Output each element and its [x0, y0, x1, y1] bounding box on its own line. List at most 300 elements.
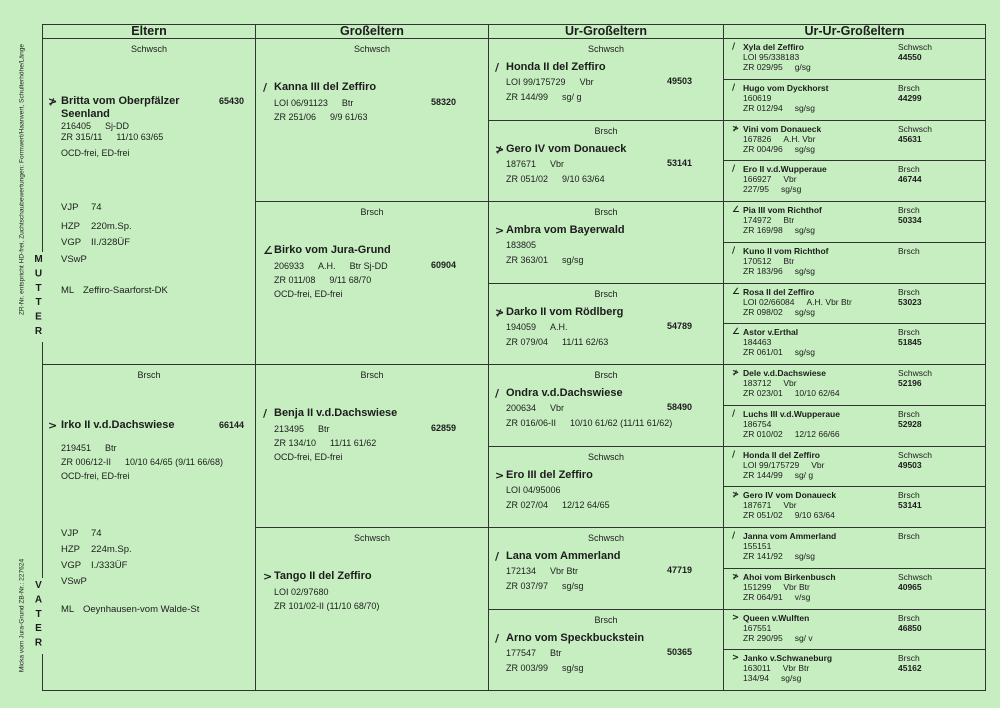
detail-text: OCD-frei, ED-frei: [274, 452, 343, 462]
title-sign: ≯: [732, 571, 740, 582]
ancestor-card: [255, 527, 489, 691]
title-sign: /: [732, 408, 736, 419]
test-label: VGP: [61, 237, 82, 248]
detail-line: [506, 158, 564, 170]
detail-line: [61, 470, 130, 482]
detail-text: LOI 99/175729: [506, 77, 566, 87]
detail-line: [743, 429, 840, 439]
ancestor-card: [723, 242, 986, 284]
title-sign: /: [263, 407, 268, 420]
detail-line: [743, 256, 794, 266]
coat-color: Brsch: [898, 82, 920, 93]
stud-number: 46744: [898, 174, 922, 185]
test-label: HZP: [61, 221, 80, 232]
detail-line: [743, 347, 815, 357]
detail-text: 10/10 64/65 (9/11 66/68): [125, 457, 223, 467]
detail-line: [743, 144, 815, 154]
stud-number: 50334: [898, 215, 922, 225]
test-result: 224m.Sp.: [91, 544, 132, 555]
ancestor-card: [488, 201, 724, 284]
detail-line: [506, 580, 584, 592]
detail-text: OCD-frei, ED-frei: [61, 148, 130, 158]
detail-line: [743, 62, 811, 72]
detail-text: ZR 016/06-II: [506, 418, 557, 428]
detail-line: [743, 174, 797, 184]
stud-number: 65430: [219, 96, 245, 106]
detail-line: [506, 239, 536, 251]
coat-color: Brsch: [898, 245, 920, 256]
dog-name: Dele v.d.Dachswiese: [743, 368, 826, 378]
detail-line: [743, 52, 799, 62]
stud-number: 45162: [898, 663, 922, 674]
coat-color: Brsch: [594, 207, 618, 217]
detail-text: sg/sg: [781, 673, 802, 684]
detail-text: 186754: [743, 418, 772, 429]
detail-text: 163011: [743, 663, 771, 674]
ancestor-card: [488, 283, 724, 366]
dog-name: Pia III vom Richthof: [743, 205, 822, 215]
detail-text: sg/sg: [794, 306, 816, 317]
ancestor-card: [255, 364, 489, 528]
detail-text: sg/sg: [794, 551, 816, 561]
coat-color: Brsch: [360, 207, 384, 217]
title-sign: /: [495, 387, 500, 400]
ancestor-card: [723, 486, 986, 528]
detail-text: ZR 098/02: [743, 306, 783, 317]
ancestor-card: [723, 283, 986, 325]
detail-line: [743, 225, 815, 235]
coat-color: Schwsch: [898, 368, 933, 378]
coat-color: Brsch: [898, 286, 920, 297]
coat-color: Schwsch: [130, 44, 167, 54]
detail-text: ZR 010/02: [743, 428, 783, 439]
detail-text: Btr: [318, 424, 330, 434]
detail-line: [274, 260, 388, 272]
detail-text: 213495: [274, 424, 305, 434]
title-sign: /: [732, 245, 736, 256]
detail-text: OCD-frei, ED-frei: [274, 289, 343, 299]
great-grandparents-header: Ur-Großeltern: [488, 24, 724, 39]
detail-text: ZR 004/96: [743, 143, 783, 154]
detail-line: [274, 437, 376, 449]
title-sign: ∠: [263, 244, 273, 257]
title-sign: ≯: [732, 123, 740, 134]
coat-color: Schwsch: [898, 571, 933, 582]
test-label: VJP: [61, 202, 79, 213]
detail-line: [506, 91, 582, 103]
ancestor-card: [723, 609, 986, 651]
title-sign: >: [732, 612, 740, 623]
coat-color: Brsch: [898, 531, 920, 541]
dog-name: Benja II v.d.Dachswiese: [274, 407, 398, 419]
stud-number: 66144: [219, 420, 245, 430]
dog-name: Hugo vom Dyckhorst: [743, 82, 829, 93]
stud-number: 53023: [898, 296, 922, 307]
detail-text: ZR 023/01: [743, 388, 783, 398]
detail-text: Vbr: [783, 378, 797, 388]
detail-line: [274, 423, 330, 435]
title-sign: /: [495, 550, 500, 563]
title-sign: >: [495, 224, 505, 237]
ml-value: Oeynhausen-vom Walde-St: [83, 604, 200, 615]
coat-color: Brsch: [898, 490, 920, 501]
detail-text: ZR 144/99: [506, 92, 549, 102]
detail-text: ZR 169/98: [743, 225, 783, 235]
dog-name: Ondra v.d.Dachswiese: [506, 387, 623, 399]
title-sign: ≯: [732, 490, 740, 501]
detail-text: Vbr: [550, 158, 565, 169]
dog-name: Rosa II del Zeffiro: [743, 286, 815, 297]
detail-text: 134/94: [743, 673, 769, 684]
detail-line: [506, 402, 564, 414]
ancestor-card: [488, 364, 724, 447]
detail-line: [743, 184, 801, 194]
coat-color: Schwsch: [587, 451, 624, 462]
title-sign: ≯: [48, 95, 58, 108]
detail-text: ZR 027/04: [506, 499, 549, 510]
detail-text: 174972: [743, 215, 772, 225]
stud-number: 54789: [667, 320, 693, 331]
detail-text: ZR 363/01: [506, 255, 549, 265]
ml-label: ML: [61, 604, 75, 615]
detail-text: ZR 029/95: [743, 62, 783, 72]
detail-text: Btr: [783, 215, 795, 225]
test-label: HZP: [61, 544, 80, 555]
stud-number: 53141: [667, 157, 693, 168]
detail-line: [61, 442, 117, 454]
dog-name: Ambra vom Bayerwald: [506, 224, 625, 236]
title-sign: ≯: [495, 142, 505, 156]
detail-text: 10/10 62/64: [794, 388, 840, 398]
coat-color: Schwsch: [353, 533, 390, 543]
detail-text: 9/10 63/64: [794, 510, 835, 521]
coat-color: Schwsch: [898, 42, 933, 52]
detail-line: [743, 623, 771, 633]
detail-line: [743, 307, 815, 317]
dog-name: Honda II del Zeffiro: [743, 449, 820, 460]
title-sign: ≯: [732, 368, 740, 378]
detail-line: [506, 647, 562, 659]
title-sign: /: [732, 82, 736, 93]
father-card: [42, 364, 256, 691]
detail-text: sg/ v: [794, 632, 813, 643]
detail-text: sg/ g: [562, 92, 582, 102]
title-sign: >: [495, 468, 505, 482]
detail-line: [743, 378, 797, 388]
detail-line: [274, 600, 379, 612]
dog-name: Darko II vom Rödlberg: [506, 305, 624, 318]
title-sign: /: [495, 61, 500, 74]
test-result: 220m.Sp.: [91, 221, 132, 232]
ancestor-card: [488, 446, 724, 529]
detail-line: [506, 76, 594, 88]
stud-number: 58320: [431, 97, 457, 107]
detail-text: LOI 02/97680: [274, 587, 329, 597]
detail-text: Btr: [783, 255, 795, 266]
detail-text: sg/sg: [794, 347, 816, 358]
stud-number: 40965: [898, 581, 922, 592]
dog-name: Gero IV vom Donaueck: [506, 142, 627, 155]
detail-text: ZR 251/06: [274, 112, 317, 122]
detail-text: ZR 003/99: [506, 662, 549, 673]
detail-line: [274, 97, 353, 109]
detail-text: 9/10 63/64: [562, 173, 605, 184]
title-sign: /: [732, 164, 736, 175]
detail-line: [743, 134, 816, 144]
detail-text: sg/sg: [562, 581, 584, 591]
stud-number: 46850: [898, 622, 922, 633]
detail-line: [743, 297, 852, 307]
detail-line: [274, 586, 329, 598]
stud-number: 44550: [898, 52, 922, 62]
detail-text: ZR 006/12-II: [61, 457, 112, 467]
detail-text: Vbr Btr: [550, 566, 579, 576]
detail-text: Vbr: [783, 500, 797, 511]
dog-name: Honda II del Zeffiro: [506, 61, 606, 73]
dog-name: Kuno II vom Richthof: [743, 245, 829, 256]
detail-text: ZR 141/92: [743, 551, 783, 561]
ancestor-card: [723, 79, 986, 121]
title-sign: /: [732, 449, 736, 460]
detail-line: [743, 337, 771, 347]
detail-line: [743, 419, 771, 429]
detail-line: [274, 111, 368, 123]
detail-text: 170512: [743, 255, 772, 266]
detail-text: 184463: [743, 337, 772, 348]
detail-text: 9/11 68/70: [329, 275, 372, 285]
ancestor-card: [488, 527, 724, 610]
detail-text: sg/sg: [794, 102, 816, 113]
dog-name: Ero II v.d.Wupperaue: [743, 164, 827, 175]
dog-name: Ahoi vom Birkenbusch: [743, 571, 836, 582]
detail-text: Btr Sj-DD: [349, 261, 388, 271]
stud-number: 53141: [898, 500, 922, 511]
detail-text: 187671: [743, 500, 772, 511]
detail-text: LOI 02/66084: [743, 296, 795, 307]
ancestor-card: [255, 38, 489, 202]
ml-label: ML: [61, 285, 75, 296]
detail-text: Vbr: [579, 77, 594, 87]
detail-text: g/sg: [794, 62, 811, 72]
detail-text: Vbr: [550, 403, 565, 413]
detail-line: [506, 499, 610, 511]
detail-text: sg/ g: [794, 469, 814, 480]
stud-number: 52928: [898, 418, 922, 429]
test-result: 74: [91, 202, 102, 213]
detail-line: [743, 93, 771, 103]
stud-number: 49503: [898, 459, 922, 470]
detail-line: [274, 274, 371, 286]
ancestor-card: [723, 38, 986, 80]
dog-name: Astor v.Erthal: [743, 327, 799, 338]
coat-color: Brsch: [898, 205, 920, 215]
mother-card: [42, 38, 256, 365]
detail-text: sg/sg: [794, 225, 816, 235]
coat-color: Brsch: [898, 327, 920, 338]
detail-text: sg/sg: [562, 255, 584, 265]
title-sign: /: [732, 42, 736, 52]
stud-number: 51845: [898, 337, 922, 348]
ancestor-card: [488, 38, 724, 121]
detail-text: 151299: [743, 581, 772, 592]
side-note: ZR-Nr. entspricht HD-frei, Zuchtschaubewertungen: Formwert/Haarwert, Schulterhöhe/Länge: [18, 43, 26, 316]
coat-color: Brsch: [898, 408, 920, 419]
detail-text: ZR 315/11: [61, 132, 103, 142]
father-label: VATER: [33, 580, 44, 652]
stud-number: 52196: [898, 378, 922, 388]
detail-line: [506, 336, 608, 348]
detail-text: 177547: [506, 647, 537, 658]
detail-line: [743, 103, 815, 113]
detail-line: [506, 484, 561, 496]
detail-text: sg/sg: [781, 184, 802, 195]
stud-number: 44299: [898, 92, 922, 103]
great-great-grandparents-header: Ur-Ur-Großeltern: [723, 24, 986, 39]
detail-text: A.H. Vbr: [783, 133, 816, 144]
test-result: I./333ÜF: [91, 560, 128, 571]
detail-text: 167826: [743, 133, 772, 144]
dog-name: Gero IV vom Donaueck: [743, 490, 837, 501]
detail-text: 11/11 61/62: [330, 438, 377, 448]
stud-number: 58490: [667, 402, 693, 412]
detail-line: [743, 215, 794, 225]
ancestor-card: [723, 201, 986, 243]
detail-line: [506, 662, 584, 674]
detail-line: [743, 633, 813, 643]
detail-text: sg/sg: [794, 143, 816, 154]
detail-line: [743, 266, 815, 276]
title-sign: ≯: [495, 305, 505, 319]
detail-text: 167551: [743, 622, 772, 633]
title-sign: ∠: [732, 205, 740, 215]
stud-number: 49503: [667, 76, 693, 86]
detail-text: LOI 95/338183: [743, 52, 800, 62]
detail-text: ZR 061/01: [743, 347, 783, 358]
coat-color: Schwsch: [898, 123, 933, 134]
detail-line: [743, 510, 835, 520]
detail-text: A.H.: [318, 261, 336, 271]
detail-text: 200634: [506, 403, 537, 413]
detail-text: ZR 101/02-II (11/10 68/70): [274, 601, 380, 611]
detail-text: 183712: [743, 378, 772, 388]
detail-line: [743, 460, 824, 470]
coat-color: Schwsch: [587, 533, 624, 543]
dog-name: Xyla del Zeffiro: [743, 42, 804, 52]
coat-color: Brsch: [898, 612, 920, 623]
detail-text: sg/sg: [562, 662, 584, 673]
detail-text: Vbr: [811, 459, 825, 470]
detail-line: [61, 147, 130, 159]
detail-text: 11/11 62/63: [562, 336, 609, 347]
detail-text: Btr: [341, 98, 354, 108]
detail-text: A.H. Vbr Btr: [806, 296, 852, 307]
parents-header: Eltern: [42, 24, 256, 39]
detail-text: 155151: [743, 541, 772, 551]
detail-line: [743, 470, 813, 480]
detail-line: [743, 388, 840, 398]
detail-line: [743, 673, 801, 683]
detail-text: ZR 064/91: [743, 591, 783, 602]
ml-value: Zeffiro-Saarforst-DK: [83, 285, 168, 296]
ancestor-card: [723, 568, 986, 610]
detail-text: A.H.: [550, 321, 568, 332]
ancestor-card: [488, 609, 724, 692]
detail-text: ZR 012/94: [743, 102, 783, 113]
coat-color: Brsch: [898, 653, 920, 664]
detail-line: [743, 663, 809, 673]
detail-text: 183805: [506, 240, 537, 250]
dog-name: Janko v.Schwaneburg: [743, 653, 833, 664]
detail-line: [61, 456, 223, 468]
detail-text: ZR 290/95: [743, 632, 783, 643]
detail-text: 10/10 61/62 (11/11 61/62): [570, 418, 673, 428]
title-sign: /: [732, 531, 736, 541]
detail-text: 12/12 66/66: [794, 428, 840, 439]
detail-text: ZR 037/97: [506, 581, 549, 591]
stud-number: 50365: [667, 646, 693, 657]
dog-name: Luchs III v.d.Wupperaue: [743, 408, 840, 419]
detail-line: [61, 131, 163, 143]
detail-text: v/sg: [794, 591, 811, 602]
title-sign: >: [732, 653, 740, 664]
dog-name: Kanna III del Zeffiro: [274, 81, 377, 93]
detail-text: 160619: [743, 92, 772, 103]
coat-color: Brsch: [594, 125, 618, 136]
detail-text: Vbr Btr: [782, 663, 810, 674]
grandparents-header: Großeltern: [255, 24, 489, 39]
ancestor-card: [723, 323, 986, 365]
detail-line: [743, 592, 810, 602]
detail-line: [506, 321, 568, 333]
stud-number: 62859: [431, 423, 457, 433]
ancestor-card: [723, 527, 986, 569]
detail-line: [743, 582, 810, 592]
detail-text: Btr: [105, 443, 117, 453]
dog-name: Queen v.Wulften: [743, 612, 810, 623]
detail-line: [506, 417, 672, 429]
test-label: VSwP: [61, 254, 87, 265]
detail-text: 227/95: [743, 184, 769, 195]
detail-text: ZR 051/02: [743, 510, 783, 521]
detail-text: ZR 183/96: [743, 265, 783, 276]
detail-text: 172134: [506, 566, 537, 576]
detail-text: 12/12 64/65: [562, 499, 610, 510]
coat-color: Brsch: [360, 370, 384, 380]
coat-color: Brsch: [594, 288, 618, 299]
detail-text: Btr: [550, 647, 562, 658]
dog-name: Janna vom Ammerland: [743, 531, 837, 541]
detail-text: Sj-DD: [105, 121, 130, 131]
ancestor-card: [723, 364, 986, 406]
title-sign: >: [48, 419, 58, 432]
detail-text: ZR 144/99: [743, 469, 783, 480]
test-result: II./328ÜF: [91, 237, 131, 248]
detail-text: 166927: [743, 174, 772, 185]
coat-color: Brsch: [898, 164, 920, 175]
coat-color: Schwsch: [898, 449, 933, 460]
dog-name: Britta vom Oberpfälzer Seenland: [61, 95, 180, 120]
detail-text: 194059: [506, 321, 537, 332]
detail-text: ZR 134/10: [274, 438, 317, 448]
detail-line: [743, 500, 797, 510]
detail-text: 11/10 63/65: [116, 132, 164, 142]
dog-name: Ero III del Zeffiro: [506, 468, 593, 481]
detail-text: 219451: [61, 443, 92, 453]
detail-text: LOI 06/91123: [274, 98, 328, 108]
detail-text: LOI 99/175729: [743, 459, 800, 470]
coat-color: Brsch: [594, 614, 618, 625]
dog-name: Birko vom Jura-Grund: [274, 244, 391, 256]
